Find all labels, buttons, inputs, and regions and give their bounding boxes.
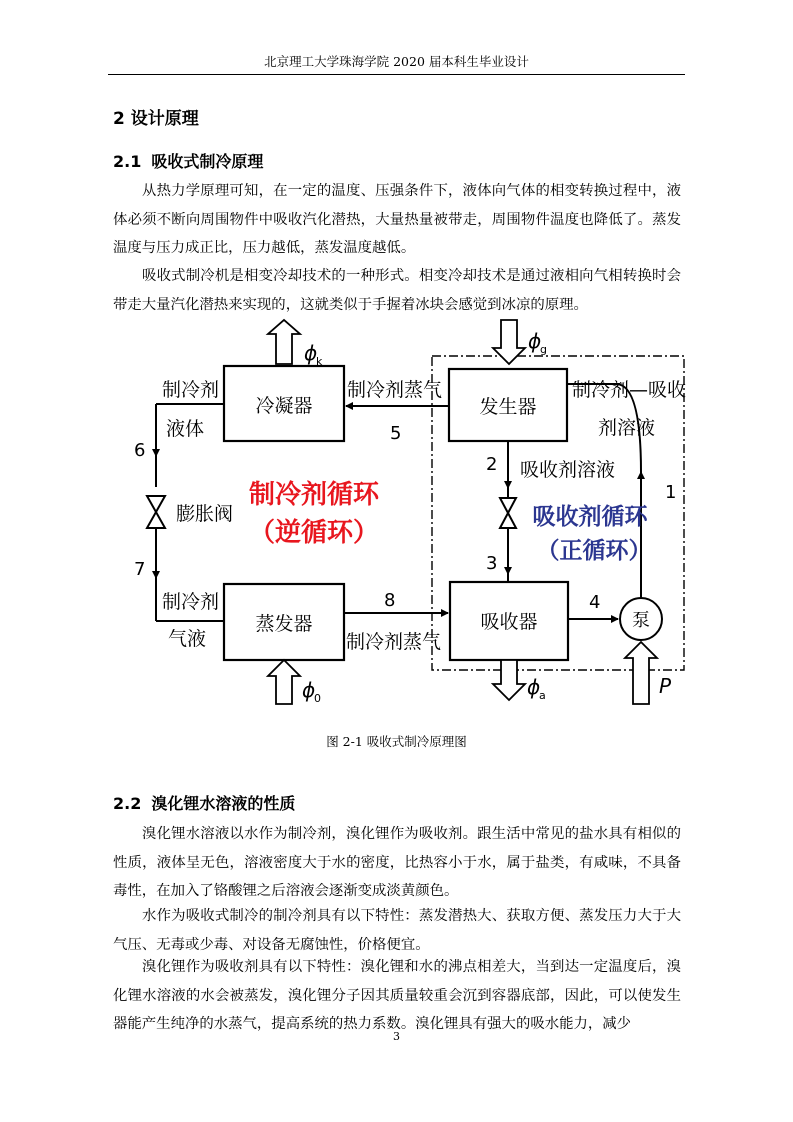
phi-g-subscript: g xyxy=(540,343,547,356)
solution-top-label-1: 制冷剂—吸收 xyxy=(572,379,687,401)
p-label: P xyxy=(659,674,672,698)
solution-valve-upper xyxy=(500,498,516,513)
absorbent-cycle-label: 吸收剂循环 xyxy=(532,504,648,530)
phi-a-subscript: a xyxy=(539,689,546,702)
expansion-valve-lower xyxy=(147,512,165,528)
flow-number-7: 7 xyxy=(134,559,146,580)
forward-cycle-label: （正循环） xyxy=(536,538,652,564)
absorbent-solution-label: 吸收剂溶液 xyxy=(520,459,616,481)
reverse-cycle-label: （逆循环） xyxy=(248,518,380,548)
heat-in-evaporator-arrow xyxy=(268,660,300,704)
phi-a-label: ϕ xyxy=(527,675,541,699)
page-number: 3 xyxy=(393,1030,400,1043)
phi-g-label: ϕ xyxy=(528,329,542,353)
refrigerant-liquid-label-2: 液体 xyxy=(166,418,205,440)
paragraph: 溴化锂水溶液以水作为制冷剂，溴化锂作为吸收剂。跟生活中常见的盐水具有相似的性质，液体呈无色，溶液密度大于水的密度，比热容小于水，属于盐类，有咸味，不具备毒性，在加入了铬酸锂之后溶液会逐渐变成淡黄颜色。 xyxy=(113,826,681,899)
phi-0-subscript: 0 xyxy=(314,692,321,705)
refrigerant-liquid-label-1: 制冷剂 xyxy=(162,379,220,401)
phi-0-label: ϕ xyxy=(302,678,316,702)
flow-number-1: 1 xyxy=(665,482,677,503)
subsection-heading: 溴化锂水溶液的性质 xyxy=(151,794,296,813)
heat-out-condenser-arrow xyxy=(268,320,300,364)
heat-in-generator-arrow xyxy=(493,320,525,364)
expansion-valve-upper xyxy=(147,496,165,512)
paragraph: 溴化锂作为吸收剂具有以下特性：溴化锂和水的沸点相差大，当到达一定温度后，溴化锂水溶液的水会被蒸发，溴化锂分子因其质量较重会沉到容器底部，因此，可以使发生器能产生纯净的水蒸气，提高系统的热力系数。溴化锂具有强大的吸水能力，减少 xyxy=(113,959,681,1032)
subsection-number: 2.1 xyxy=(113,152,142,171)
phi-k-subscript: k xyxy=(316,355,323,368)
subsection-number: 2.2 xyxy=(113,794,142,813)
gas-liquid-label-2: 气液 xyxy=(168,628,207,650)
evaporator-label: 蒸发器 xyxy=(255,613,313,635)
paragraph: 吸收式制冷机是相变冷却技术的一种形式。相变冷却技术是通过液相向气相转换时会带走大量汽化潜热来实现的，这就类似于手握着冰块会感觉到冰凉的原理。 xyxy=(113,268,681,313)
subsection-heading: 吸收式制冷原理 xyxy=(151,152,264,171)
phi-k-label: ϕ xyxy=(304,341,318,365)
gas-liquid-label-1: 制冷剂 xyxy=(162,591,220,613)
expansion-valve-label: 膨胀阀 xyxy=(176,503,234,525)
solution-top-label-2: 剂溶液 xyxy=(598,417,656,439)
absorption-refrigeration-diagram xyxy=(120,312,700,726)
section-title: 2 设计原理 xyxy=(113,109,199,129)
page-header: 北京理工大学珠海学院 2020 届本科生毕业设计 xyxy=(264,54,529,69)
subsection-2-2-title xyxy=(113,791,295,814)
flow-number-6: 6 xyxy=(134,440,146,461)
work-in-pump-arrow xyxy=(625,642,657,704)
paragraph: 从热力学原理可知，在一定的温度、压强条件下，液体向气体的相变转换过程中，液体必须不断向周围物件中吸收汽化潜热，大量热量被带走，周围物件温度也降低了。蒸发温度与压力成正比，压力越低，蒸发温度越低。 xyxy=(113,183,681,256)
heat-out-absorber-arrow xyxy=(493,660,525,700)
flow-number-4: 4 xyxy=(589,592,601,613)
generator-label: 发生器 xyxy=(479,396,537,418)
flow-number-2: 2 xyxy=(486,454,498,475)
solution-valve-lower xyxy=(500,513,516,528)
absorber-label: 吸收器 xyxy=(480,611,538,633)
flow-number-8: 8 xyxy=(384,590,396,611)
subsection-2-1-title xyxy=(113,149,263,172)
pump-label: 泵 xyxy=(632,610,650,631)
flow-number-3: 3 xyxy=(486,553,498,574)
refrigerant-vapor-top-label: 制冷剂蒸气 xyxy=(347,379,443,401)
paragraph: 水作为吸收式制冷的制冷剂具有以下特性：蒸发潜热大、获取方便、蒸发压力大于大气压、无毒或少毒、对设备无腐蚀性，价格便宜。 xyxy=(113,908,681,953)
refrigerant-vapor-bottom-label: 制冷剂蒸气 xyxy=(346,631,442,653)
refrigerant-cycle-label: 制冷剂循环 xyxy=(248,480,380,510)
figure-caption: 图 2-1 吸收式制冷原理图 xyxy=(326,734,467,749)
header-rule xyxy=(108,74,685,75)
condenser-label: 冷凝器 xyxy=(255,395,313,417)
flow-number-5: 5 xyxy=(390,423,402,444)
